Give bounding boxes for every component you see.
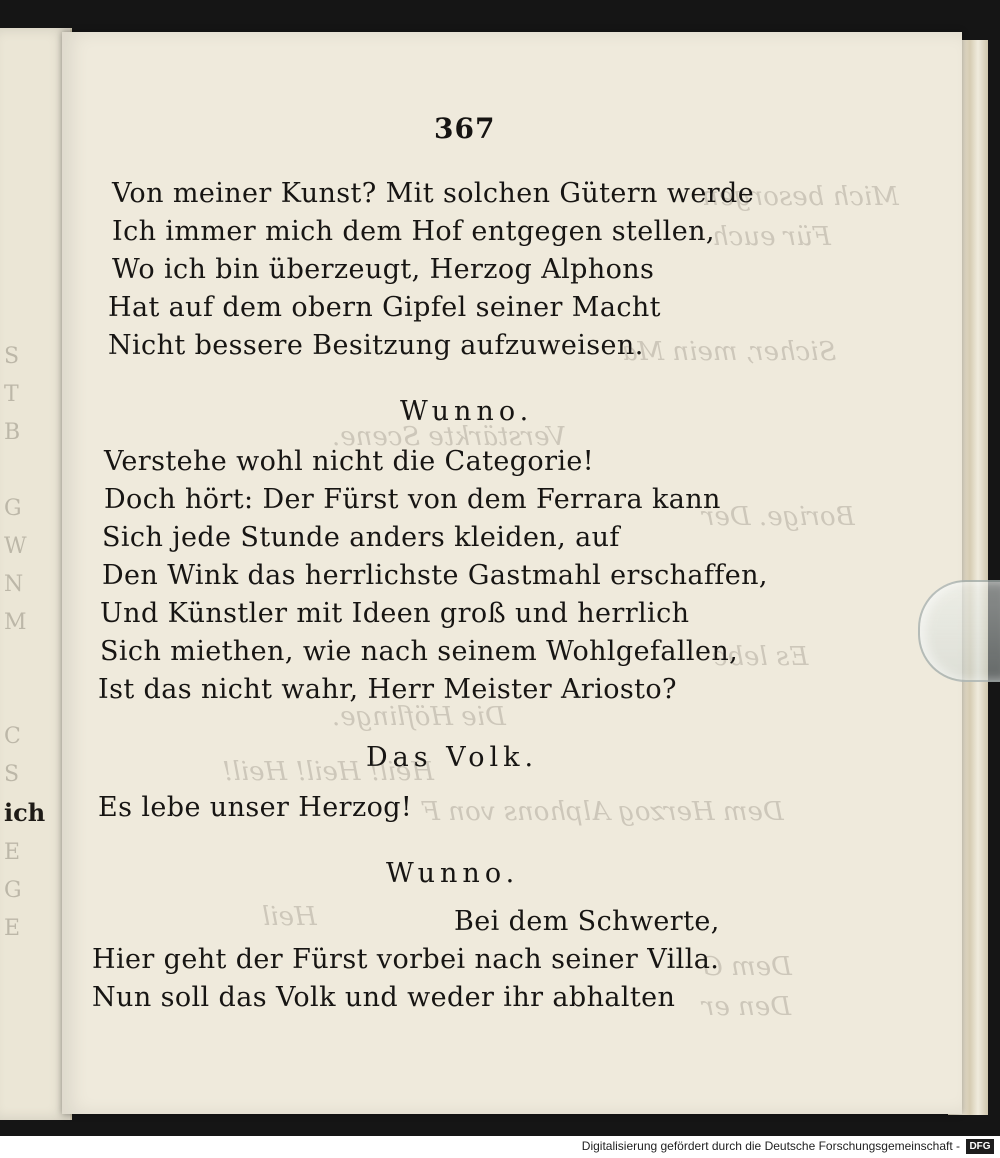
- speaker-name: Das Volk.: [366, 742, 539, 773]
- page-number: 367: [434, 112, 496, 145]
- page-clip: [918, 580, 1000, 682]
- text-line: Den Wink das herrlichste Gastmahl erschaffen,: [102, 560, 768, 591]
- text-line: Doch hört: Der Fürst von dem Ferrara kann: [104, 484, 721, 515]
- footer-credit: Digitalisierung gefördert durch die Deutsche Forschungsgemeinschaft -: [581, 1139, 960, 1153]
- text-line: Verstehe wohl nicht die Categorie!: [104, 446, 595, 477]
- dfg-logo-icon: DFG: [966, 1139, 994, 1154]
- text-line: Von meiner Kunst? Mit solchen Gütern werde: [112, 178, 755, 209]
- text-line: Wo ich bin überzeugt, Herzog Alphons: [112, 254, 655, 285]
- book-page: Mich besorgen Für euch Sicher, mein Ma Verstärkte Scene. Borige. Der Es lebe Die Höflinge. Heil! Heil! Heil! Dem Herzog Alphons von F Heil Dem G Den er 367 Von meiner Kunst? Mit solchen Gütern werde Ich immer mich dem Hof entgegen stellen, Wo ich bin überzeugt, Herzog Alphons Hat auf dem obern Gipfel seiner Macht Nicht bessere Besitzung aufzuweisen. Wunno. Verstehe wohl nicht die Categorie! Doch hört: Der Fürst von dem Ferrara kann Sich jede Stunde anders kleiden, auf Den Wink das herrlichste Gastmahl erschaffen, Und Künstler mit Ideen groß und herrlich Sich miethen, wie nach seinem Wohlgefallen, Ist das nicht wahr, Herr Meister Ariosto? Das Volk. Es lebe unser Herzog! Wunno. Bei dem Schwerte, Hier geht der Fürst vorbei nach seiner Villa. Nun soll das Volk und weder ihr abhalten: [62, 32, 962, 1114]
- text-line: Nicht bessere Besitzung aufzuweisen.: [108, 330, 644, 361]
- left-page-ghost-marks: S T B G W N M C S ich E G E: [4, 344, 46, 941]
- text-line: Sich jede Stunde anders kleiden, auf: [102, 522, 620, 553]
- text-line: Sich miethen, wie nach seinem Wohlgefallen,: [100, 636, 739, 667]
- speaker-name: Wunno.: [400, 396, 534, 427]
- footer-bar: [0, 1136, 1000, 1158]
- text-line: Nun soll das Volk und weder ihr abhalten: [92, 982, 676, 1013]
- text-line: Ist das nicht wahr, Herr Meister Ariosto?: [98, 674, 677, 705]
- text-line: Bei dem Schwerte,: [454, 906, 720, 937]
- text-line: Hat auf dem obern Gipfel seiner Macht: [108, 292, 661, 323]
- text-line: Hier geht der Fürst vorbei nach seiner Villa.: [92, 944, 720, 975]
- left-page-fragment: ich: [4, 798, 46, 827]
- speaker-name: Wunno.: [386, 858, 520, 889]
- text-line: Und Künstler mit Ideen groß und herrlich: [100, 598, 690, 629]
- text-line: Ich immer mich dem Hof entgegen stellen,: [112, 216, 715, 247]
- text-line: Es lebe unser Herzog!: [98, 792, 413, 823]
